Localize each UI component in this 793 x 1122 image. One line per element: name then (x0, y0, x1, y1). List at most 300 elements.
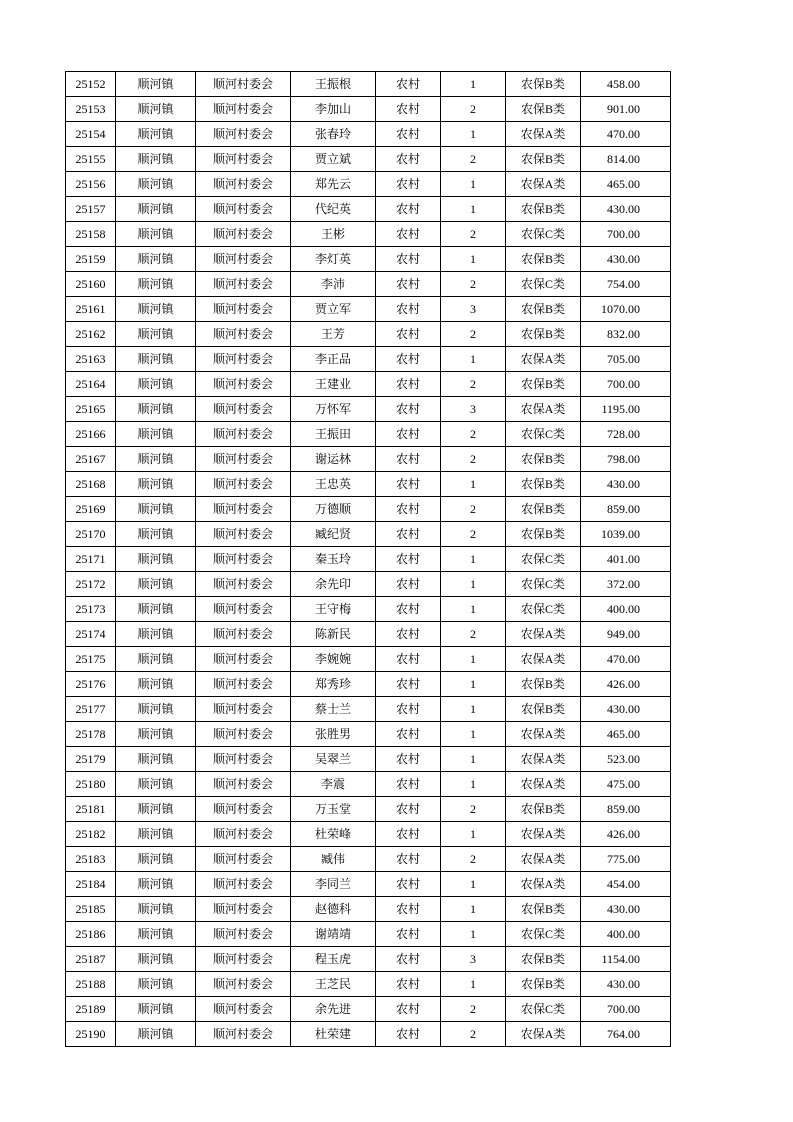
cell-count: 2 (441, 322, 506, 347)
cell-name: 赵德科 (291, 897, 376, 922)
cell-village: 顺河村委会 (196, 372, 291, 397)
cell-village: 顺河村委会 (196, 122, 291, 147)
cell-id: 25172 (66, 572, 116, 597)
cell-category: 农保A类 (506, 347, 581, 372)
cell-town: 顺河镇 (116, 897, 196, 922)
cell-village: 顺河村委会 (196, 97, 291, 122)
cell-id: 25189 (66, 997, 116, 1022)
cell-town: 顺河镇 (116, 372, 196, 397)
table-row (66, 72, 671, 97)
cell-type: 农村 (376, 122, 441, 147)
cell-count: 2 (441, 522, 506, 547)
cell-category: 农保A类 (506, 822, 581, 847)
cell-name: 王振根 (291, 72, 376, 97)
table-row (66, 172, 671, 197)
cell-count: 1 (441, 472, 506, 497)
cell-village: 顺河村委会 (196, 547, 291, 572)
cell-type: 农村 (376, 322, 441, 347)
cell-name: 杜荣峰 (291, 822, 376, 847)
cell-name: 郑秀珍 (291, 672, 376, 697)
cell-amount: 458.00 (581, 72, 671, 97)
cell-amount: 775.00 (581, 847, 671, 872)
table-row (66, 522, 671, 547)
cell-amount: 949.00 (581, 622, 671, 647)
cell-town: 顺河镇 (116, 347, 196, 372)
cell-town: 顺河镇 (116, 847, 196, 872)
cell-village: 顺河村委会 (196, 847, 291, 872)
cell-amount: 1195.00 (581, 397, 671, 422)
cell-village: 顺河村委会 (196, 397, 291, 422)
table-row (66, 347, 671, 372)
cell-type: 农村 (376, 247, 441, 272)
cell-category: 农保A类 (506, 747, 581, 772)
cell-id: 25186 (66, 922, 116, 947)
cell-town: 顺河镇 (116, 822, 196, 847)
cell-type: 农村 (376, 597, 441, 622)
cell-village: 顺河村委会 (196, 422, 291, 447)
cell-type: 农村 (376, 847, 441, 872)
cell-count: 3 (441, 297, 506, 322)
cell-name: 万怀军 (291, 397, 376, 422)
cell-name: 万德顺 (291, 497, 376, 522)
table-row (66, 547, 671, 572)
cell-count: 2 (441, 622, 506, 647)
cell-type: 农村 (376, 297, 441, 322)
cell-amount: 700.00 (581, 997, 671, 1022)
cell-town: 顺河镇 (116, 322, 196, 347)
cell-town: 顺河镇 (116, 447, 196, 472)
cell-id: 25170 (66, 522, 116, 547)
cell-amount: 1154.00 (581, 947, 671, 972)
cell-type: 农村 (376, 572, 441, 597)
cell-type: 农村 (376, 147, 441, 172)
document-page (65, 71, 671, 1047)
cell-name: 贾立斌 (291, 147, 376, 172)
cell-amount: 705.00 (581, 347, 671, 372)
cell-name: 杜荣建 (291, 1022, 376, 1047)
cell-town: 顺河镇 (116, 922, 196, 947)
cell-town: 顺河镇 (116, 947, 196, 972)
cell-village: 顺河村委会 (196, 297, 291, 322)
cell-category: 农保C类 (506, 547, 581, 572)
cell-id: 25161 (66, 297, 116, 322)
cell-id: 25152 (66, 72, 116, 97)
cell-category: 农保B类 (506, 897, 581, 922)
cell-name: 李婉婉 (291, 647, 376, 672)
table-row (66, 247, 671, 272)
cell-village: 顺河村委会 (196, 972, 291, 997)
cell-town: 顺河镇 (116, 497, 196, 522)
cell-count: 1 (441, 547, 506, 572)
cell-type: 农村 (376, 622, 441, 647)
cell-village: 顺河村委会 (196, 872, 291, 897)
cell-village: 顺河村委会 (196, 347, 291, 372)
cell-category: 农保B类 (506, 672, 581, 697)
cell-name: 陈新民 (291, 622, 376, 647)
cell-count: 2 (441, 847, 506, 872)
cell-amount: 430.00 (581, 897, 671, 922)
cell-type: 农村 (376, 697, 441, 722)
cell-count: 2 (441, 97, 506, 122)
cell-category: 农保C类 (506, 922, 581, 947)
cell-category: 农保C类 (506, 597, 581, 622)
cell-name: 秦玉玲 (291, 547, 376, 572)
cell-village: 顺河村委会 (196, 722, 291, 747)
cell-count: 1 (441, 72, 506, 97)
cell-category: 农保A类 (506, 872, 581, 897)
cell-village: 顺河村委会 (196, 522, 291, 547)
cell-count: 2 (441, 422, 506, 447)
cell-count: 1 (441, 597, 506, 622)
cell-category: 农保C类 (506, 997, 581, 1022)
cell-name: 张春玲 (291, 122, 376, 147)
cell-amount: 430.00 (581, 247, 671, 272)
cell-count: 1 (441, 247, 506, 272)
data-table (65, 71, 671, 1047)
cell-village: 顺河村委会 (196, 197, 291, 222)
cell-name: 臧纪贤 (291, 522, 376, 547)
cell-name: 李同兰 (291, 872, 376, 897)
table-row (66, 572, 671, 597)
cell-amount: 728.00 (581, 422, 671, 447)
table-row (66, 997, 671, 1022)
cell-category: 农保A类 (506, 622, 581, 647)
cell-town: 顺河镇 (116, 997, 196, 1022)
cell-id: 25188 (66, 972, 116, 997)
table-row (66, 697, 671, 722)
cell-amount: 901.00 (581, 97, 671, 122)
table-row (66, 397, 671, 422)
cell-count: 2 (441, 797, 506, 822)
cell-name: 王芳 (291, 322, 376, 347)
cell-amount: 465.00 (581, 172, 671, 197)
cell-village: 顺河村委会 (196, 172, 291, 197)
table-row (66, 597, 671, 622)
cell-name: 吴翠兰 (291, 747, 376, 772)
cell-id: 25163 (66, 347, 116, 372)
cell-name: 谢运林 (291, 447, 376, 472)
cell-type: 农村 (376, 722, 441, 747)
cell-id: 25167 (66, 447, 116, 472)
cell-count: 1 (441, 197, 506, 222)
table-row (66, 947, 671, 972)
cell-category: 农保C类 (506, 572, 581, 597)
cell-village: 顺河村委会 (196, 672, 291, 697)
cell-town: 顺河镇 (116, 422, 196, 447)
cell-category: 农保B类 (506, 472, 581, 497)
cell-town: 顺河镇 (116, 972, 196, 997)
cell-category: 农保B类 (506, 447, 581, 472)
cell-town: 顺河镇 (116, 222, 196, 247)
cell-name: 谢靖靖 (291, 922, 376, 947)
cell-count: 2 (441, 222, 506, 247)
cell-amount: 372.00 (581, 572, 671, 597)
cell-town: 顺河镇 (116, 597, 196, 622)
cell-count: 2 (441, 447, 506, 472)
cell-type: 农村 (376, 372, 441, 397)
cell-village: 顺河村委会 (196, 272, 291, 297)
cell-id: 25155 (66, 147, 116, 172)
cell-town: 顺河镇 (116, 172, 196, 197)
cell-village: 顺河村委会 (196, 947, 291, 972)
cell-type: 农村 (376, 747, 441, 772)
cell-village: 顺河村委会 (196, 247, 291, 272)
cell-name: 蔡士兰 (291, 697, 376, 722)
cell-amount: 859.00 (581, 797, 671, 822)
cell-town: 顺河镇 (116, 1022, 196, 1047)
cell-town: 顺河镇 (116, 72, 196, 97)
table-row (66, 422, 671, 447)
cell-type: 农村 (376, 272, 441, 297)
cell-amount: 454.00 (581, 872, 671, 897)
cell-name: 王彬 (291, 222, 376, 247)
cell-town: 顺河镇 (116, 97, 196, 122)
cell-town: 顺河镇 (116, 872, 196, 897)
cell-category: 农保B类 (506, 197, 581, 222)
cell-type: 农村 (376, 947, 441, 972)
cell-town: 顺河镇 (116, 272, 196, 297)
cell-id: 25178 (66, 722, 116, 747)
cell-name: 臧伟 (291, 847, 376, 872)
cell-count: 1 (441, 347, 506, 372)
cell-amount: 400.00 (581, 597, 671, 622)
cell-count: 2 (441, 272, 506, 297)
cell-id: 25180 (66, 772, 116, 797)
cell-category: 农保A类 (506, 1022, 581, 1047)
cell-amount: 401.00 (581, 547, 671, 572)
cell-amount: 859.00 (581, 497, 671, 522)
cell-village: 顺河村委会 (196, 797, 291, 822)
cell-town: 顺河镇 (116, 397, 196, 422)
cell-id: 25165 (66, 397, 116, 422)
cell-amount: 430.00 (581, 197, 671, 222)
cell-id: 25166 (66, 422, 116, 447)
cell-category: 农保A类 (506, 122, 581, 147)
cell-village: 顺河村委会 (196, 922, 291, 947)
table-row (66, 622, 671, 647)
cell-amount: 764.00 (581, 1022, 671, 1047)
cell-category: 农保A类 (506, 847, 581, 872)
cell-type: 农村 (376, 972, 441, 997)
cell-type: 农村 (376, 997, 441, 1022)
cell-town: 顺河镇 (116, 522, 196, 547)
cell-count: 1 (441, 647, 506, 672)
cell-village: 顺河村委会 (196, 997, 291, 1022)
cell-amount: 426.00 (581, 672, 671, 697)
cell-type: 农村 (376, 447, 441, 472)
cell-id: 25185 (66, 897, 116, 922)
cell-id: 25159 (66, 247, 116, 272)
cell-category: 农保C类 (506, 272, 581, 297)
cell-id: 25175 (66, 647, 116, 672)
cell-village: 顺河村委会 (196, 772, 291, 797)
cell-count: 1 (441, 822, 506, 847)
cell-town: 顺河镇 (116, 122, 196, 147)
table-row (66, 922, 671, 947)
cell-id: 25156 (66, 172, 116, 197)
cell-amount: 430.00 (581, 472, 671, 497)
cell-id: 25153 (66, 97, 116, 122)
cell-id: 25162 (66, 322, 116, 347)
cell-id: 25182 (66, 822, 116, 847)
table-row (66, 972, 671, 997)
cell-category: 农保B类 (506, 297, 581, 322)
cell-id: 25168 (66, 472, 116, 497)
cell-type: 农村 (376, 397, 441, 422)
cell-village: 顺河村委会 (196, 822, 291, 847)
cell-category: 农保A类 (506, 772, 581, 797)
cell-town: 顺河镇 (116, 297, 196, 322)
cell-id: 25171 (66, 547, 116, 572)
cell-count: 1 (441, 172, 506, 197)
cell-type: 农村 (376, 347, 441, 372)
cell-type: 农村 (376, 422, 441, 447)
cell-town: 顺河镇 (116, 797, 196, 822)
cell-id: 25187 (66, 947, 116, 972)
table-row (66, 847, 671, 872)
cell-category: 农保A类 (506, 647, 581, 672)
cell-amount: 430.00 (581, 697, 671, 722)
cell-type: 农村 (376, 647, 441, 672)
cell-town: 顺河镇 (116, 697, 196, 722)
cell-village: 顺河村委会 (196, 747, 291, 772)
cell-village: 顺河村委会 (196, 897, 291, 922)
cell-category: 农保A类 (506, 722, 581, 747)
table-row (66, 647, 671, 672)
cell-category: 农保A类 (506, 172, 581, 197)
cell-category: 农保C类 (506, 422, 581, 447)
cell-amount: 832.00 (581, 322, 671, 347)
cell-id: 25174 (66, 622, 116, 647)
cell-amount: 400.00 (581, 922, 671, 947)
cell-amount: 523.00 (581, 747, 671, 772)
cell-village: 顺河村委会 (196, 497, 291, 522)
cell-id: 25158 (66, 222, 116, 247)
cell-count: 1 (441, 697, 506, 722)
cell-amount: 814.00 (581, 147, 671, 172)
cell-village: 顺河村委会 (196, 622, 291, 647)
cell-type: 农村 (376, 872, 441, 897)
table-row (66, 1022, 671, 1047)
cell-type: 农村 (376, 922, 441, 947)
table-row (66, 372, 671, 397)
cell-category: 农保B类 (506, 72, 581, 97)
cell-category: 农保B类 (506, 522, 581, 547)
cell-name: 郑先云 (291, 172, 376, 197)
cell-id: 25157 (66, 197, 116, 222)
cell-village: 顺河村委会 (196, 222, 291, 247)
cell-name: 程玉虎 (291, 947, 376, 972)
cell-amount: 754.00 (581, 272, 671, 297)
cell-village: 顺河村委会 (196, 597, 291, 622)
cell-amount: 465.00 (581, 722, 671, 747)
cell-type: 农村 (376, 522, 441, 547)
cell-village: 顺河村委会 (196, 697, 291, 722)
cell-name: 李灯英 (291, 247, 376, 272)
cell-type: 农村 (376, 672, 441, 697)
cell-name: 代纪英 (291, 197, 376, 222)
cell-amount: 798.00 (581, 447, 671, 472)
table-row (66, 197, 671, 222)
table-row (66, 97, 671, 122)
cell-town: 顺河镇 (116, 472, 196, 497)
table-row (66, 722, 671, 747)
cell-category: 农保B类 (506, 697, 581, 722)
cell-name: 余先印 (291, 572, 376, 597)
cell-count: 2 (441, 497, 506, 522)
cell-id: 25190 (66, 1022, 116, 1047)
cell-count: 1 (441, 897, 506, 922)
table-row (66, 672, 671, 697)
cell-type: 农村 (376, 97, 441, 122)
cell-type: 农村 (376, 772, 441, 797)
cell-amount: 700.00 (581, 222, 671, 247)
cell-id: 25164 (66, 372, 116, 397)
cell-type: 农村 (376, 472, 441, 497)
cell-name: 李正品 (291, 347, 376, 372)
cell-id: 25169 (66, 497, 116, 522)
cell-town: 顺河镇 (116, 622, 196, 647)
table-row (66, 897, 671, 922)
cell-town: 顺河镇 (116, 672, 196, 697)
cell-name: 王忠英 (291, 472, 376, 497)
cell-amount: 430.00 (581, 972, 671, 997)
cell-village: 顺河村委会 (196, 647, 291, 672)
cell-type: 农村 (376, 222, 441, 247)
cell-count: 1 (441, 572, 506, 597)
cell-count: 2 (441, 1022, 506, 1047)
cell-village: 顺河村委会 (196, 322, 291, 347)
cell-count: 2 (441, 372, 506, 397)
cell-type: 农村 (376, 497, 441, 522)
cell-count: 1 (441, 772, 506, 797)
table-row (66, 472, 671, 497)
cell-count: 1 (441, 122, 506, 147)
cell-type: 农村 (376, 897, 441, 922)
cell-name: 余先进 (291, 997, 376, 1022)
cell-type: 农村 (376, 197, 441, 222)
cell-category: 农保B类 (506, 497, 581, 522)
table-row (66, 122, 671, 147)
cell-count: 2 (441, 147, 506, 172)
cell-id: 25160 (66, 272, 116, 297)
cell-type: 农村 (376, 547, 441, 572)
cell-village: 顺河村委会 (196, 147, 291, 172)
cell-id: 25179 (66, 747, 116, 772)
cell-count: 3 (441, 397, 506, 422)
cell-village: 顺河村委会 (196, 447, 291, 472)
cell-category: 农保B类 (506, 247, 581, 272)
cell-id: 25177 (66, 697, 116, 722)
cell-category: 农保B类 (506, 322, 581, 347)
cell-name: 贾立军 (291, 297, 376, 322)
cell-count: 3 (441, 947, 506, 972)
cell-village: 顺河村委会 (196, 72, 291, 97)
cell-id: 25181 (66, 797, 116, 822)
cell-name: 王芝民 (291, 972, 376, 997)
cell-count: 1 (441, 672, 506, 697)
table-row (66, 797, 671, 822)
cell-village: 顺河村委会 (196, 572, 291, 597)
cell-type: 农村 (376, 72, 441, 97)
cell-type: 农村 (376, 172, 441, 197)
cell-category: 农保B类 (506, 972, 581, 997)
cell-id: 25154 (66, 122, 116, 147)
cell-name: 李沛 (291, 272, 376, 297)
cell-id: 25183 (66, 847, 116, 872)
cell-count: 1 (441, 922, 506, 947)
cell-category: 农保B类 (506, 147, 581, 172)
